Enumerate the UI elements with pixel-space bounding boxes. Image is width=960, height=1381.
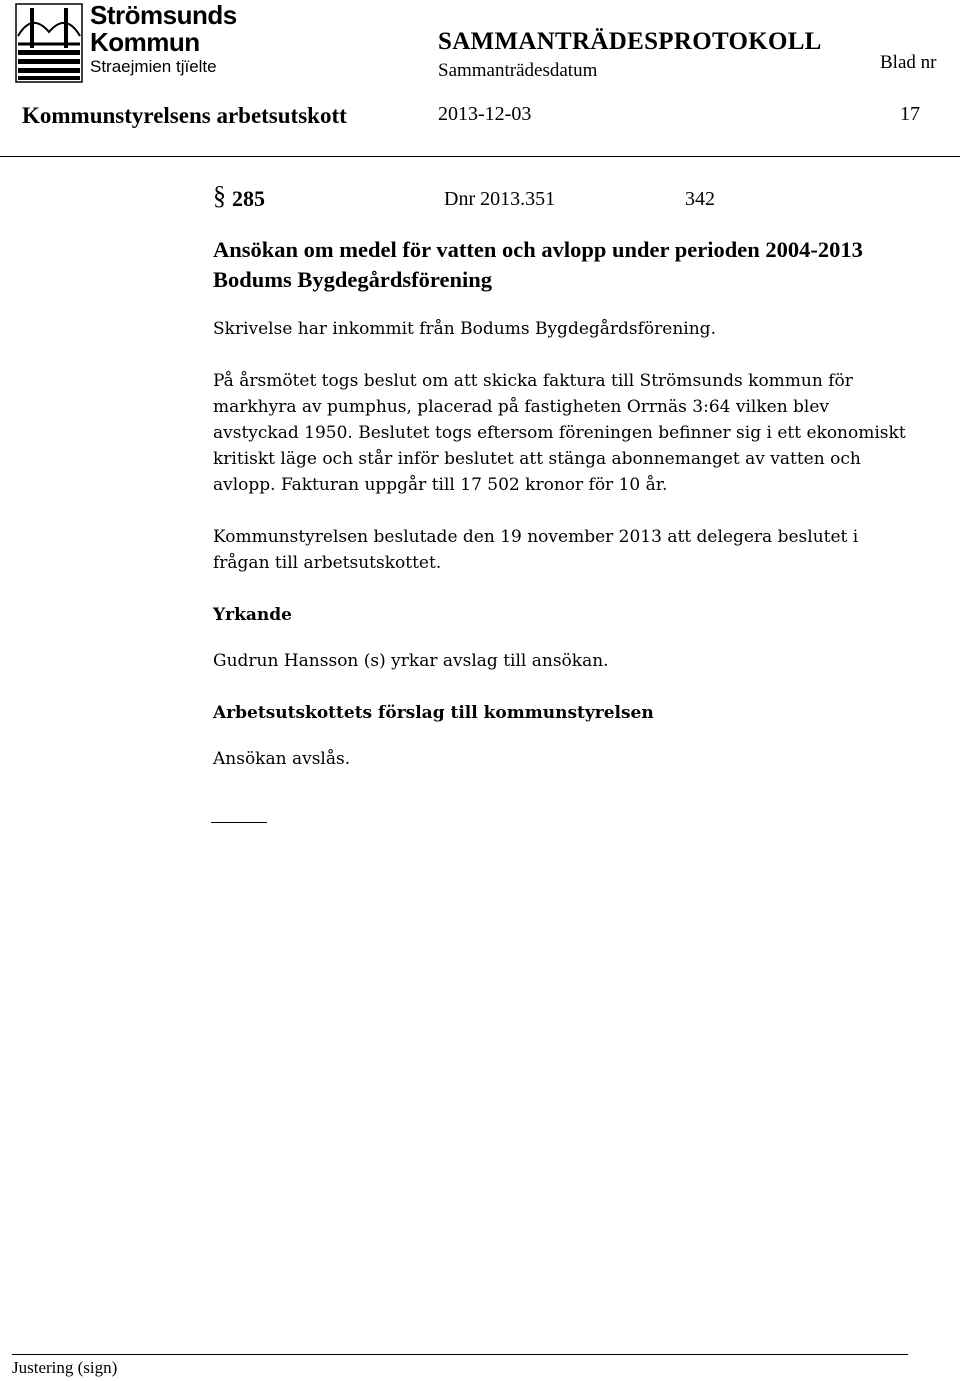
paragraph-received: Skrivelse har inkommit från Bodums Bygdegårdsförening.	[213, 319, 716, 339]
paragraph-background: På årsmötet togs beslut om att skicka faktura till Strömsunds kommun för markhyra av pumphus, placerad på fastigheten Orrnäs 3:64 vilken blev avstyckad 1950. Beslutet togs eftersom föreningen befinner sig i ett ekonomiskt kritiskt läge och står inför beslutet att stänga abonnemanget av vatten och avlopp. Fakturan uppgår till 17 502 kronor för 10 år.	[213, 371, 906, 495]
signature-label: Justering (sign)	[12, 1358, 118, 1377]
end-of-item-line	[211, 822, 267, 823]
heading-motion: Yrkande	[213, 605, 292, 625]
item-title: Ansökan om medel för vatten och avlopp under perioden 2004-2013 Bodums Bygdegårdsförening	[213, 237, 863, 292]
section-symbol: §	[213, 181, 226, 210]
page-label: Blad nr	[880, 52, 937, 73]
logo-name-line3: Straejmien tjïelte	[90, 57, 217, 76]
header-divider	[0, 156, 960, 157]
section-number: 285	[232, 186, 265, 211]
case-reference: Dnr 2013.351	[444, 188, 556, 210]
bridge-logo-icon	[14, 2, 84, 84]
paragraph-proposal: Ansökan avslås.	[213, 749, 351, 769]
committee-name: Kommunstyrelsens arbetsutskott	[22, 103, 347, 128]
heading-proposal: Arbetsutskottets förslag till kommunstyrelsen	[213, 703, 654, 723]
paragraph-motion: Gudrun Hansson (s) yrkar avslag till ansökan.	[213, 651, 609, 671]
logo-name-line1: Strömsunds	[90, 0, 237, 30]
case-reference-number: 342	[685, 188, 715, 210]
municipality-logo	[14, 0, 237, 84]
item-body	[213, 316, 913, 772]
meeting-date-label: Sammanträdesdatum	[438, 60, 598, 81]
document-type: SAMMANTRÄDESPROTOKOLL	[438, 28, 822, 55]
logo-name-line2: Kommun	[90, 27, 200, 57]
meeting-date: 2013-12-03	[438, 103, 532, 125]
page-number: 17	[900, 103, 920, 125]
footer-divider	[12, 1354, 908, 1355]
paragraph-delegation: Kommunstyrelsen beslutade den 19 november 2013 att delegera beslutet i frågan till arbetsutskottet.	[213, 527, 859, 573]
